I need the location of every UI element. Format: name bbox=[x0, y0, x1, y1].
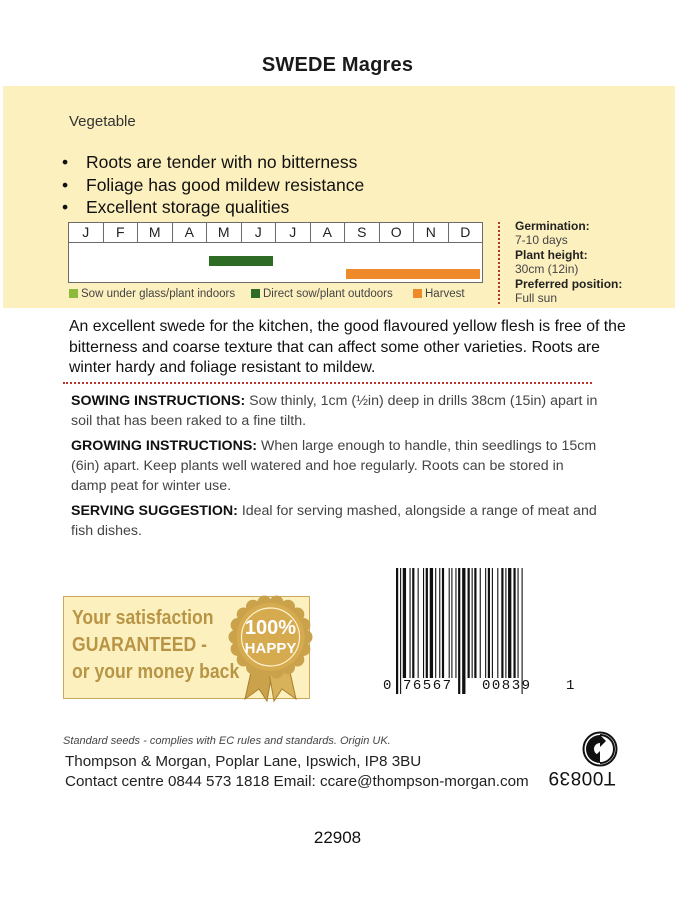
barcode-bar bbox=[418, 568, 419, 678]
calendar-month: J bbox=[242, 223, 277, 242]
barcode-bar bbox=[412, 568, 414, 678]
calendar-month: J bbox=[69, 223, 104, 242]
calendar-month: D bbox=[460, 224, 471, 240]
barcode-bar bbox=[468, 568, 470, 678]
barcode-bar bbox=[480, 568, 481, 678]
standards-note: Standard seeds - complies with EC rules and standards. Origin UK. bbox=[63, 735, 391, 747]
badge-text: HAPPY bbox=[244, 640, 297, 657]
legend-harvest: Harvest bbox=[413, 288, 465, 300]
guarantee-line: or your money back bbox=[72, 661, 240, 683]
calendar-month: O bbox=[380, 223, 415, 242]
height-label: Plant height: bbox=[515, 248, 588, 262]
barcode-bar bbox=[403, 568, 406, 678]
calendar-month: M bbox=[138, 223, 173, 242]
calendar-month: S bbox=[345, 223, 380, 242]
barcode-lead-digit: 0 bbox=[383, 678, 392, 694]
company-address: Thompson & Morgan, Poplar Lane, Ipswich, IP8 3BU bbox=[65, 753, 422, 770]
dotted-divider bbox=[498, 222, 500, 304]
barcode-bar bbox=[423, 568, 424, 678]
barcode-bar bbox=[426, 568, 428, 678]
legend-outdoors: Direct sow/plant outdoors bbox=[251, 288, 393, 300]
product-title: SWEDE Magres bbox=[261, 54, 414, 76]
barcode-right-digits: 00839 bbox=[482, 678, 532, 694]
dotted-rule bbox=[63, 382, 592, 384]
barcode-bar bbox=[492, 568, 493, 678]
barcode-bar bbox=[485, 568, 486, 678]
barcode-check-digit: 1 bbox=[566, 678, 575, 694]
calendar-bar bbox=[346, 269, 480, 279]
barcode-bar bbox=[462, 568, 465, 694]
calendar-month: N bbox=[414, 223, 449, 242]
height-value: 30cm (12in) bbox=[515, 262, 579, 276]
calendar-bar bbox=[209, 256, 274, 266]
feature-item: • Excellent storage qualities bbox=[62, 197, 290, 217]
product-description: An excellent swede for the kitchen, the good flavoured yellow flesh is free of the bitterness and coarse texture that can affect some other varieties. Roots are winter hardy and foliage resistant to mildew. bbox=[69, 318, 626, 376]
bullet-icon: • bbox=[62, 152, 69, 172]
feature-list bbox=[62, 151, 364, 219]
sowing-calendar bbox=[68, 222, 483, 283]
legend-indoors: Sow under glass/plant indoors bbox=[69, 288, 235, 300]
barcode-bar bbox=[439, 568, 440, 678]
position-label: Preferred position: bbox=[515, 277, 623, 291]
packet-number: 22908 bbox=[313, 828, 362, 847]
swatch-icon bbox=[413, 289, 422, 298]
calendar-month: J bbox=[276, 223, 311, 242]
contact-details: Contact centre 0844 573 1818 Email: ccare@thompson-morgan.com bbox=[65, 773, 529, 790]
barcode-bar bbox=[458, 568, 460, 694]
germination-value: 7-10 days bbox=[515, 233, 568, 247]
green-dot-recycle-icon bbox=[582, 731, 618, 767]
barcode-bar bbox=[474, 568, 476, 678]
serving-suggestion: SERVING SUGGESTION: Ideal for serving mashed, alongside a range of meat and fish dishes. bbox=[71, 503, 597, 539]
barcode-bar bbox=[451, 568, 452, 678]
barcode bbox=[392, 568, 563, 694]
calendar-months bbox=[69, 223, 482, 243]
barcode-bar bbox=[488, 568, 490, 678]
germination-label: Germination: bbox=[515, 219, 590, 233]
position-value: Full sun bbox=[515, 291, 558, 305]
category-label: Vegetable bbox=[69, 113, 136, 130]
guarantee-line: Your satisfaction bbox=[72, 607, 214, 629]
happy-seal-icon bbox=[223, 593, 318, 703]
barcode-bar bbox=[522, 568, 523, 694]
calendar-month: A bbox=[173, 223, 208, 242]
barcode-bar bbox=[449, 568, 450, 678]
feature-item: • Roots are tender with no bitterness bbox=[62, 152, 358, 172]
barcode-bar bbox=[513, 568, 515, 678]
barcode-bar bbox=[505, 568, 506, 678]
barcode-bar bbox=[442, 568, 444, 678]
barcode-bar bbox=[410, 568, 411, 678]
bullet-icon: • bbox=[62, 174, 69, 195]
barcode-bar bbox=[501, 568, 503, 678]
badge-percent: 100% bbox=[244, 617, 297, 639]
barcode-bar bbox=[430, 568, 433, 678]
feature-item: • Foliage has good mildew resistance bbox=[62, 174, 365, 195]
barcode-bar bbox=[435, 568, 436, 678]
calendar-month: A bbox=[311, 223, 346, 242]
swatch-icon bbox=[251, 289, 260, 298]
barcode-left-digits: 76567 bbox=[403, 678, 453, 694]
barcode-bar bbox=[400, 568, 401, 694]
bullet-icon: • bbox=[62, 197, 69, 217]
growing-instructions: GROWING INSTRUCTIONS: When large enough to handle, thin seedlings to 15cm (6in) apart. Keep plants well watered and hoe regularly. Roots can be stored in damp peat for winter use. bbox=[71, 438, 597, 494]
calendar-month: F bbox=[104, 223, 139, 242]
barcode-bar bbox=[497, 568, 498, 678]
guarantee-line: GUARANTEED - bbox=[72, 634, 207, 656]
barcode-bar bbox=[472, 568, 473, 678]
barcode-bar bbox=[455, 568, 456, 678]
product-code: T00839 bbox=[548, 767, 616, 788]
barcode-bar bbox=[508, 568, 511, 678]
barcode-bar bbox=[518, 568, 519, 678]
swatch-icon bbox=[69, 289, 78, 298]
barcode-bar bbox=[396, 568, 398, 694]
calendar-month: M bbox=[207, 223, 242, 242]
sowing-instructions: SOWING INSTRUCTIONS: Sow thinly, 1cm (½in) deep in drills 38cm (15in) apart in soil that has been raked to a fine tilth. bbox=[71, 393, 598, 429]
